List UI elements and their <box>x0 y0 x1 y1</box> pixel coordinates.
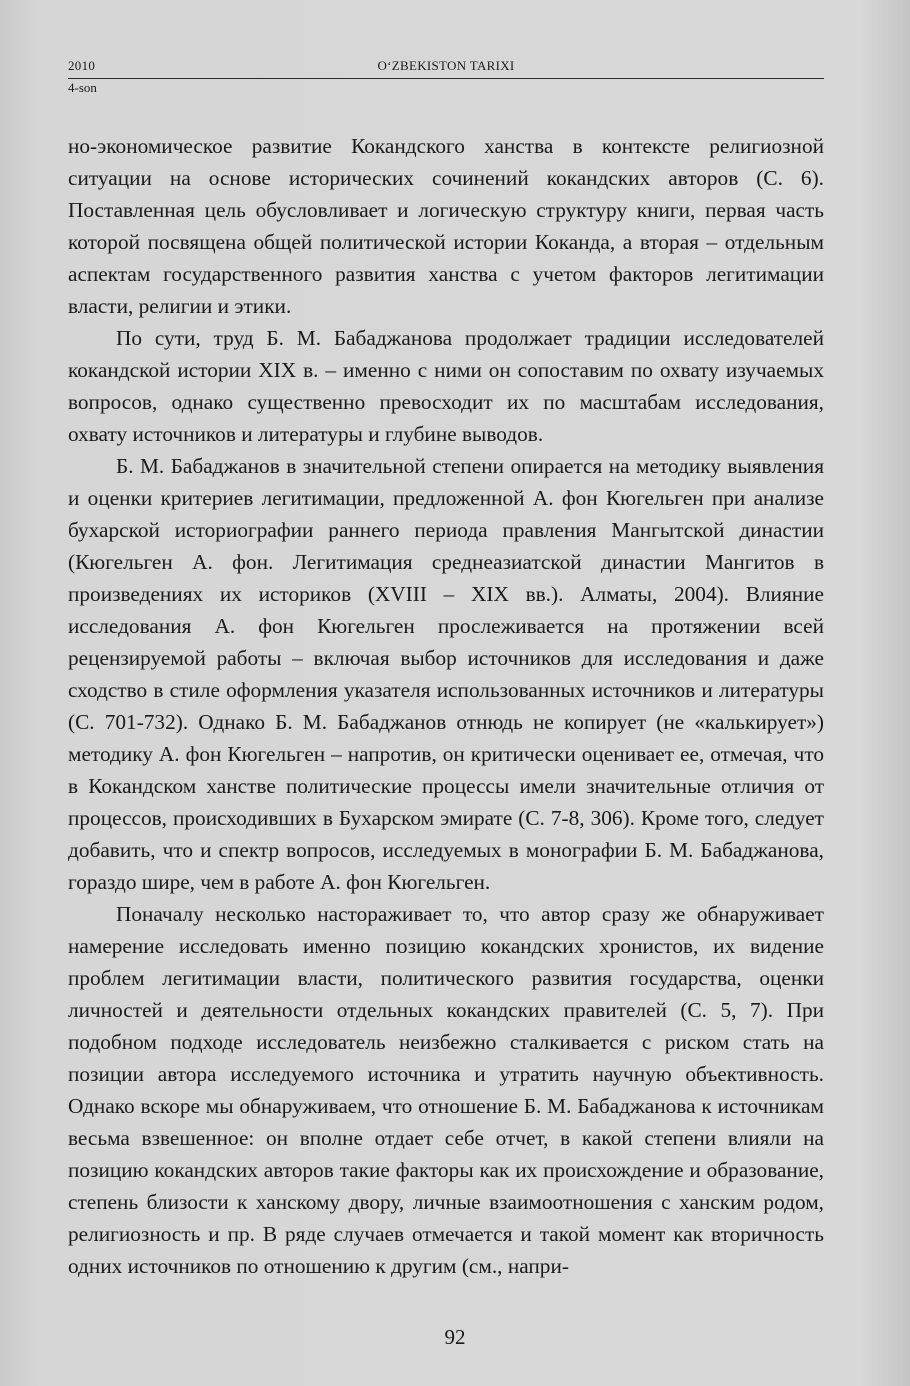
running-header <box>68 56 824 79</box>
page-number: 92 <box>444 1325 466 1349</box>
paragraph: По сути, труд Б. М. Бабаджанова продолжает традиции исследователей кокандской истории XIX в. – именно с ними он сопоставим по охвату изучаемых вопросов, однако существенно превосходит их по масштабам исследования, охвату источников и литературы и глубине выводов. <box>68 326 824 446</box>
header-year: 2010 <box>68 58 96 73</box>
article-body <box>68 130 824 1282</box>
header-issue: 4-son <box>68 80 97 95</box>
paragraph: Поначалу несколько настораживает то, что автор сразу же обнаруживает намерение исследовать именно позицию кокандских хронистов, их видение проблем легитимации власти, политического развития государства, оценки личностей и деятельности отдельных кокандских правителей (С. 5, 7). При подобном подходе исследователь неизбежно сталкивается с риском стать на позиции автора исследуемого источника и утратить научную объективность. Однако вскоре мы обнаруживаем, что отношение Б. М. Бабаджанова к источникам весьма взвешенное: он вполне отдает себе отчет, в какой степени влияли на позицию кокандских авторов такие факторы как их происхождение и образование, степень близости к ханскому двору, личные взаимоотношения с ханским родом, религиозность и пр. В ряде случаев отмечается и такой момент как вторичность одних источников по отношению к другим (см., напри- <box>68 902 824 1278</box>
header-journal-title: O‘ZBEKISTON TARIXI <box>377 58 515 73</box>
paragraph: но-экономическое развитие Кокандского ханства в контексте религиозной ситуации на основе исторических сочинений кокандских авторов (С. 6). Поставленная цель обусловливает и логическую структуру книги, первая часть которой посвящена общей политической истории Коканда, а вторая – отдельным аспектам государственного развития ханства с учетом факторов легитимации власти, религии и этики. <box>68 134 824 318</box>
paragraph: Б. М. Бабаджанов в значительной степени опирается на методику выявления и оценки критериев легитимации, предложенной А. фон Кюгельген при анализе бухарской историографии раннего периода правления Мангытской династии (Кюгельген А. фон. Легитимация среднеазиатской династии Мангитов в произведениях их историков (XVIII – XIX вв.). Алматы, 2004). Влияние исследования А. фон Кюгельген прослеживается на протяжении всей рецензируемой работы – включая выбор источников для исследования и даже сходство в стиле оформления указателя использованных источников и литературы (С. 701-732). Однако Б. М. Бабаджанов отнюдь не копирует (не «калькирует») методику А. фон Кюгельген – напротив, он критически оценивает ее, отмечая, что в Кокандском ханстве политические процессы имели значительные отличия от процессов, происходивших в Бухарском эмирате (С. 7-8, 306). Кроме того, следует добавить, что и спектр вопросов, исследуемых в монографии Б. М. Бабаджанова, гораздо шире, чем в работе А. фон Кюгельген. <box>68 454 824 894</box>
